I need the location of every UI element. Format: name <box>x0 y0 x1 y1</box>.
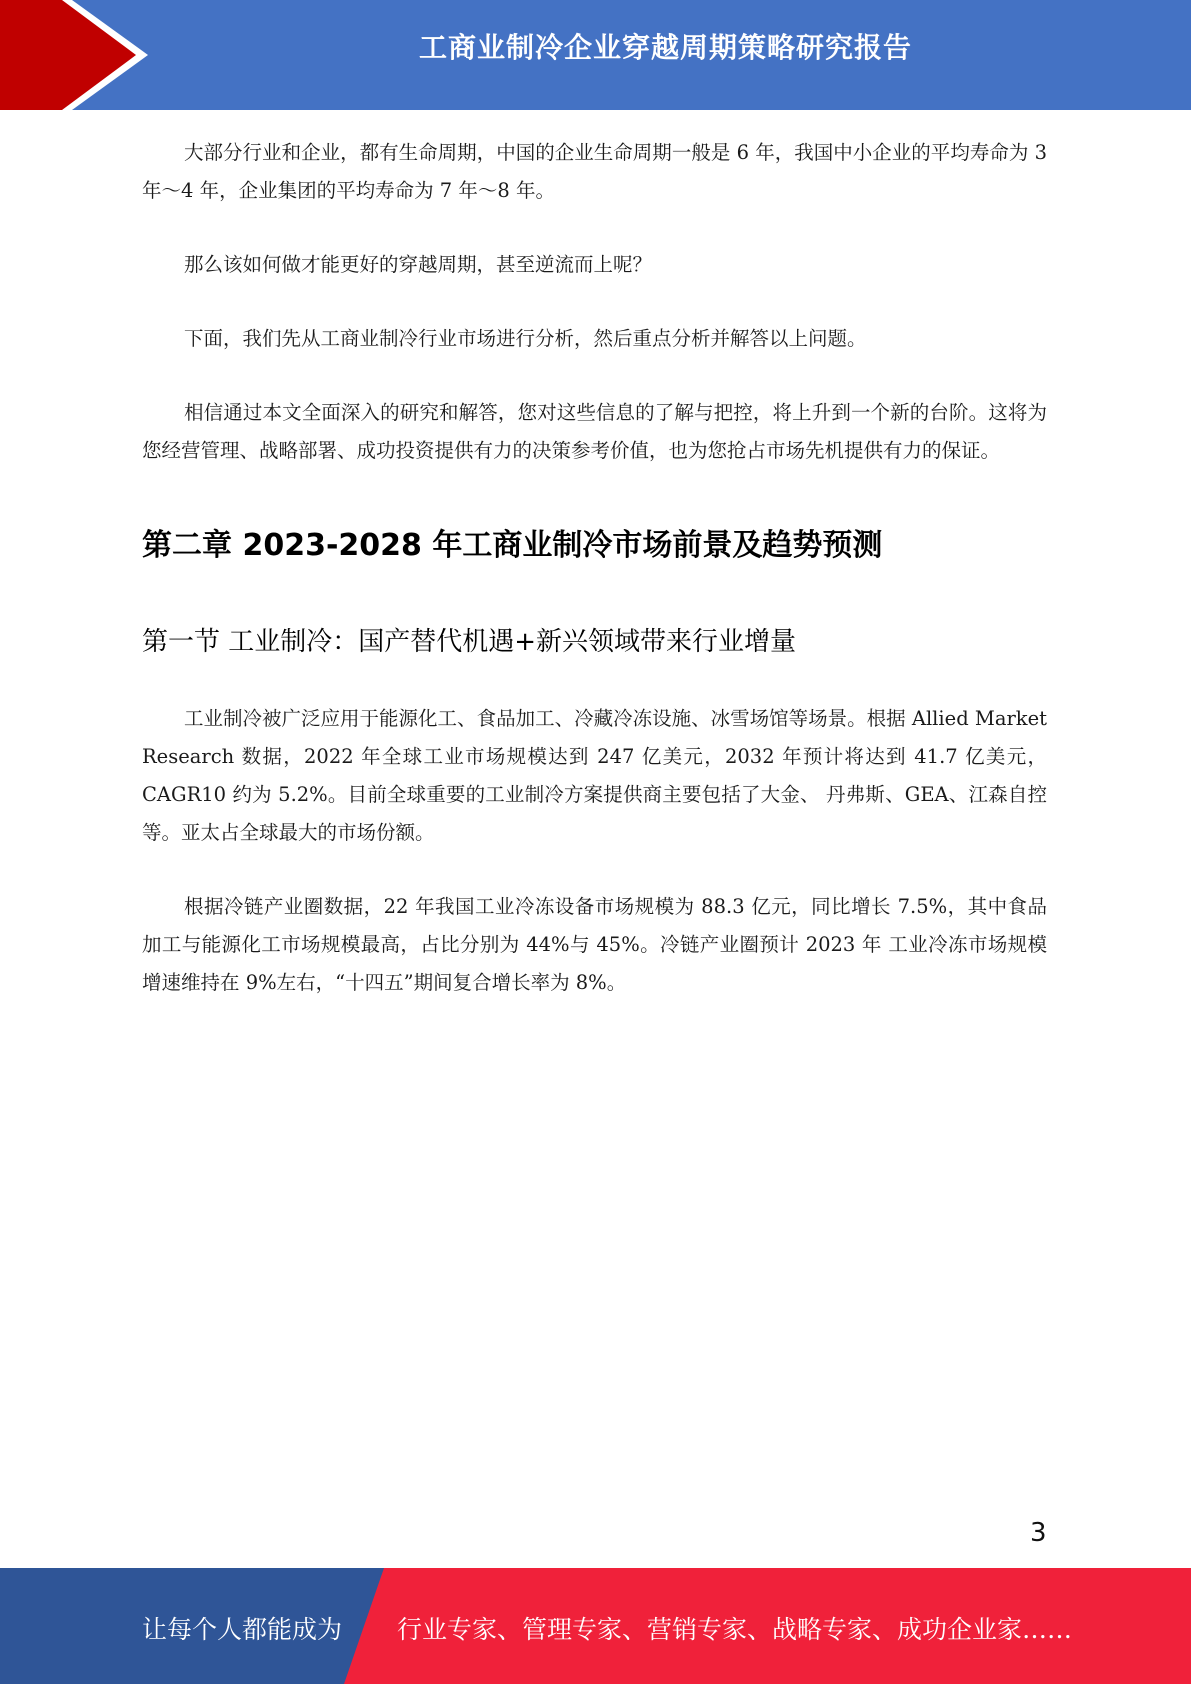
intro-paragraph-2: 那么该如何做才能更好的穿越周期，甚至逆流而上呢？ <box>184 253 653 276</box>
intro-paragraph-1: 大部分行业和企业，都有生命周期，中国的企业生命周期一般是 6 年，我国中小企业的平均寿命为 3 年～4 年，企业集团的平均寿命为 7 年～8 年。 <box>142 141 1047 202</box>
page-number: 3 <box>1030 1518 1047 1548</box>
section-paragraph-1: 工业制冷被广泛应用于能源化工、食品加工、冷藏冷冻设施、冰雪场馆等场景。根据 Allied Market Research 数据，2022 年全球工业市场规模达到 247 亿美元，2032 年预计将达到 41.7 亿美元，CAGR10 约为 5.2%。目前全球重要的工业制冷方案提供商主要包括了大金、 丹弗斯、GEA、江森自控等。亚太占全球最大的市场份额。 <box>142 707 1047 844</box>
report-title: 工商业制冷企业穿越周期策略研究报告 <box>418 31 912 64</box>
page-footer <box>0 1568 1191 1684</box>
intro-paragraph-3: 下面，我们先从工商业制冷行业市场进行分析，然后重点分析并解答以上问题。 <box>184 327 867 350</box>
intro-paragraph-4: 相信通过本文全面深入的研究和解答，您对这些信息的了解与把控，将上升到一个新的台阶。这将为您经营管理、战略部署、成功投资提供有力的决策参考价值，也为您抢占市场先机提供有力的保证。 <box>142 401 1047 462</box>
document-body <box>142 134 1047 1002</box>
section-heading: 第一节 工业制冷：国产替代机遇+新兴领域带来行业增量 <box>142 627 797 657</box>
page-header <box>0 0 1191 110</box>
chapter-heading: 第二章 2023-2028 年工商业制冷市场前景及趋势预测 <box>142 528 883 563</box>
footer-slogan-right: 行业专家、管理专家、营销专家、战略专家、成功企业家…… <box>397 1615 1073 1644</box>
section-paragraph-2: 根据冷链产业圈数据，22 年我国工业冷冻设备市场规模为 88.3 亿元，同比增长 7.5%，其中食品加工与能源化工市场规模最高，占比分别为 44%与 45%。冷链产业圈预计 2023 年 工业冷冻市场规模增速维持在 9%左右，“十四五”期间复合增长率为 8%。 <box>142 895 1047 994</box>
footer-slogan-left: 让每个人都能成为 <box>142 1615 343 1644</box>
